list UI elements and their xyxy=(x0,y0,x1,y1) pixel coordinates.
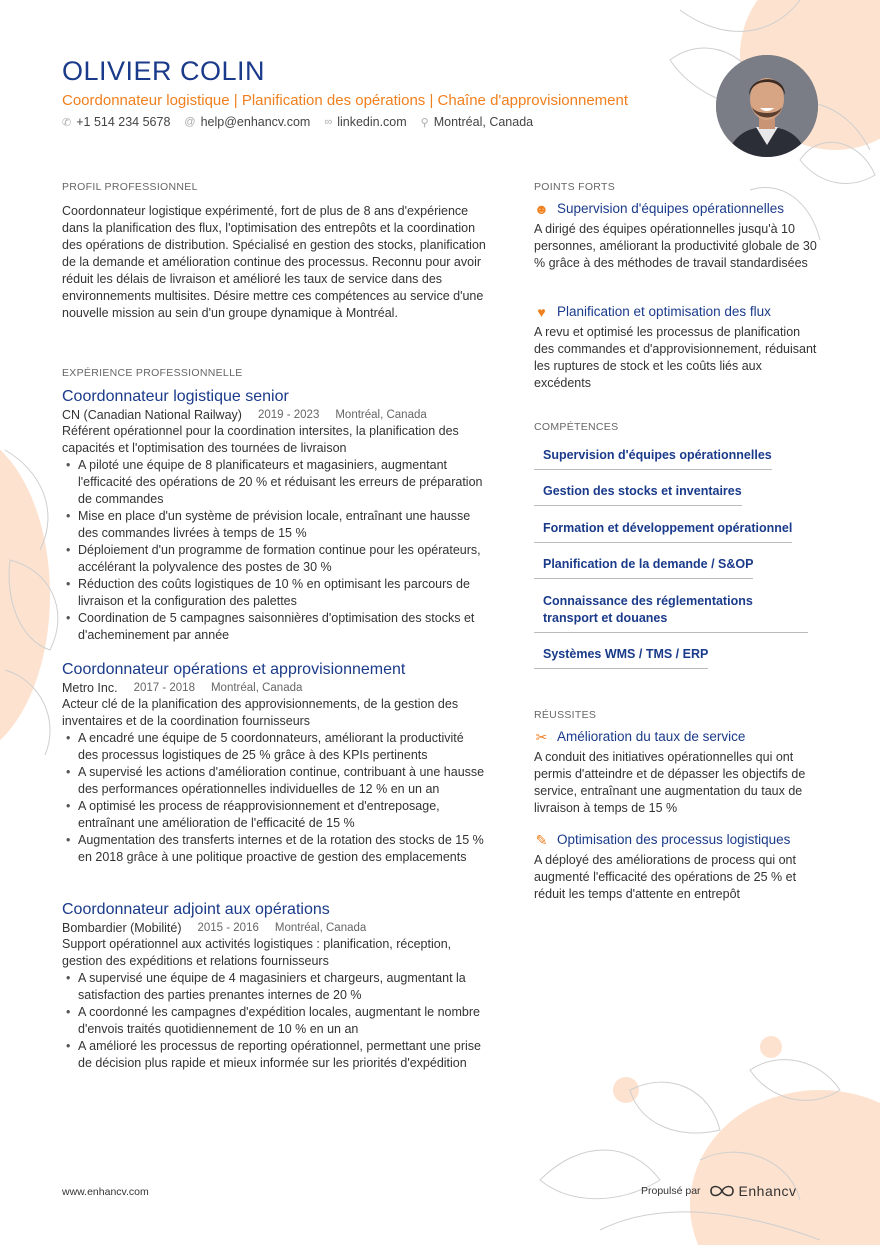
job-dates: 2015 - 2016 xyxy=(197,922,259,934)
tools-icon: ✂ xyxy=(535,729,548,745)
strength-desc: A revu et optimisé les processus de planification des commandes et d'approvisionnement, réduisant les ruptures de stock et les coûts liés aux excédents xyxy=(534,325,817,390)
achievement-desc: A conduit des initiatives opérationnelles qui ont permis d'atteindre et de dépasser les objectifs de service, entraînant une augmentation du taux de livraison à temps de 15 % xyxy=(534,750,806,815)
contact-location: ⚲ Montréal, Canada xyxy=(420,115,534,129)
contact-linkedin[interactable]: ∞ linkedin.com xyxy=(324,115,407,129)
list-item: • A encadré une équipe de 5 coordonnateurs, améliorant la productivité des processus logistiques de 25 % grâce à des KPIs pertinents xyxy=(78,730,487,764)
job-meta xyxy=(62,680,487,696)
job-title: Coordonnateur logistique senior xyxy=(62,388,289,405)
at-icon: @ xyxy=(184,116,196,128)
magic-wand-icon: ✎ xyxy=(535,832,548,848)
experience-heading: EXPÉRIENCE PROFESSIONNELLE xyxy=(62,367,243,379)
achievement-1 xyxy=(534,728,819,817)
job-location: Montréal, Canada xyxy=(210,682,303,694)
job-company: CN (Canadian National Railway) xyxy=(62,408,242,422)
brand-logo[interactable] xyxy=(709,1183,797,1199)
list-item: • A supervisé les actions d'amélioration continue, contribuant à une hausse des performances opérationnelles individuelles de 12 % en un an xyxy=(78,764,487,798)
achievements-heading: RÉUSSITES xyxy=(534,709,597,721)
skill-tag: Connaissance des réglementations transport et douanes xyxy=(534,593,808,633)
achievement-title: Optimisation des processus logistiques xyxy=(557,832,791,847)
contact-info xyxy=(62,115,533,129)
footer-powered-by xyxy=(641,1183,797,1199)
achievement-title: Amélioration du taux de service xyxy=(557,729,746,744)
strength-2 xyxy=(534,303,819,392)
list-item: • A piloté une équipe de 8 planificateurs et magasiniers, augmentant l'efficacité des opérations de 20 % et réduisant les erreurs de préparation de commandes xyxy=(78,457,487,508)
job-company: Metro Inc. xyxy=(62,681,118,695)
job-dates: 2019 - 2023 xyxy=(257,409,320,421)
phone-icon: ✆ xyxy=(62,116,72,129)
skills-heading: COMPÉTENCES xyxy=(534,421,619,433)
list-item: • Déploiement d'un programme de formation continue pour les opérateurs, accélérant la polyvalence des postes de 30 % xyxy=(78,542,487,576)
strength-title: Supervision d'équipes opérationnelles xyxy=(557,201,784,216)
job-title: Coordonnateur opérations et approvisionnement xyxy=(62,661,406,678)
contact-phone[interactable]: ✆ +1 514 234 5678 xyxy=(62,115,171,129)
list-item: • Augmentation des transferts internes et de la rotation des stocks de 15 % en 2018 grâce à une politique proactive de gestion des emplacements xyxy=(78,832,487,866)
strengths-heading: POINTS FORTS xyxy=(534,181,615,193)
list-item: • Mise en place d'un système de prévision locale, entraînant une hausse des commandes livrées à temps de 15 % xyxy=(78,508,487,542)
contact-email[interactable]: @ help@enhancv.com xyxy=(184,115,311,129)
brand-name: Enhancv xyxy=(738,1183,797,1199)
job-company: Bombardier (Mobilité) xyxy=(62,921,182,935)
location-icon: ⚲ xyxy=(420,116,429,129)
heart-icon: ♥ xyxy=(537,304,546,320)
profile-heading: PROFIL PROFESSIONNEL xyxy=(62,181,198,193)
powered-label: Propulsé par xyxy=(641,1185,701,1197)
job-bullets xyxy=(62,457,487,644)
link-icon: ∞ xyxy=(324,116,333,128)
head-gear-icon: ☻ xyxy=(534,201,549,217)
job-bullets xyxy=(62,970,487,1072)
skill-tag: Formation et développement opérationnel xyxy=(534,520,792,543)
job-meta xyxy=(62,920,487,936)
job-2 xyxy=(62,660,487,866)
skill-tag: Supervision d'équipes opérationnelles xyxy=(534,447,772,470)
list-item: • A coordonné les campagnes d'expédition locales, augmentant le nombre d'envois traités quotidiennement de 10 % en un an xyxy=(78,1004,487,1038)
leaf-decoration-bottom xyxy=(520,1030,880,1245)
list-item: • A optimisé les process de réapprovisionnement et d'entreposage, entraînant une amélioration de l'efficacité de 15 % xyxy=(78,798,487,832)
job-dates: 2017 - 2018 xyxy=(133,682,195,694)
list-item: • Réduction des coûts logistiques de 10 % en optimisant les parcours de livraison et la configuration des palettes xyxy=(78,576,487,610)
brand-logo-icon xyxy=(709,1184,735,1198)
list-item: • A amélioré les processus de reporting opérationnel, permettant une prise de décision plus rapide et mieux informée sur les priorités d'expédition xyxy=(78,1038,487,1072)
achievement-desc: A déployé des améliorations de process qui ont augmenté l'efficacité des opérations de 25 % et réduit les temps d'attente en entrepôt xyxy=(534,853,797,901)
avatar-portrait xyxy=(716,55,818,157)
profile-text: Coordonnateur logistique expérimenté, fort de plus de 8 ans d'expérience dans la planification des flux, l'optimisation des entrepôts et la coordination des opérations de distribution. Spécialisé en gestion des stocks, planification de la demande et amélioration continue des processus. Reconnu pour avoir réduit les délais de livraison et amélioré les taux de service dans des environnements multisites. Désire mettre ces compétences au service d'une nouvelle mission au sein d'un groupe dynamique à Montréal. xyxy=(62,204,486,320)
job-meta xyxy=(62,407,487,423)
job-location: Montréal, Canada xyxy=(335,409,427,421)
list-item: • A supervisé une équipe de 4 magasiniers et chargeurs, augmentant la satisfaction des parties prenantes internes de 20 % xyxy=(78,970,487,1004)
achievement-2 xyxy=(534,831,819,903)
job-description: Support opérationnel aux activités logistiques : planification, réception, gestion des expéditions et relations fournisseurs xyxy=(62,937,452,968)
job-1 xyxy=(62,387,487,644)
list-item: • Coordination de 5 campagnes saisonnières d'optimisation des stocks et d'acheminement par année xyxy=(78,610,487,644)
job-description: Acteur clé de la planification des approvisionnements, de la gestion des inventaires et de la coordination fournisseurs xyxy=(62,697,459,728)
skill-tag: Planification de la demande / S&OP xyxy=(534,556,753,579)
strength-desc: A dirigé des équipes opérationnelles jusqu'à 10 personnes, améliorant la productivité globale de 30 % grâce à des méthodes de travail standardisées xyxy=(534,222,817,270)
skill-tag: Gestion des stocks et inventaires xyxy=(534,483,742,506)
job-bullets xyxy=(62,730,487,866)
footer-url[interactable]: www.enhancv.com xyxy=(62,1186,149,1198)
strength-1 xyxy=(534,200,819,272)
job-title: Coordonnateur adjoint aux opérations xyxy=(62,901,330,918)
candidate-name: OLIVIER COLIN xyxy=(62,56,266,86)
skill-tag: Systèmes WMS / TMS / ERP xyxy=(534,646,708,669)
candidate-subtitle: Coordonnateur logistique | Planification des opérations | Chaîne d'approvisionnement xyxy=(62,92,629,109)
job-3 xyxy=(62,900,487,1072)
job-location: Montréal, Canada xyxy=(274,922,367,934)
avatar xyxy=(716,55,818,157)
strength-title: Planification et optimisation des flux xyxy=(557,304,771,319)
job-description: Référent opérationnel pour la coordination intersites, la planification des capacités et l'optimisation des tournées de livraison xyxy=(62,424,459,455)
